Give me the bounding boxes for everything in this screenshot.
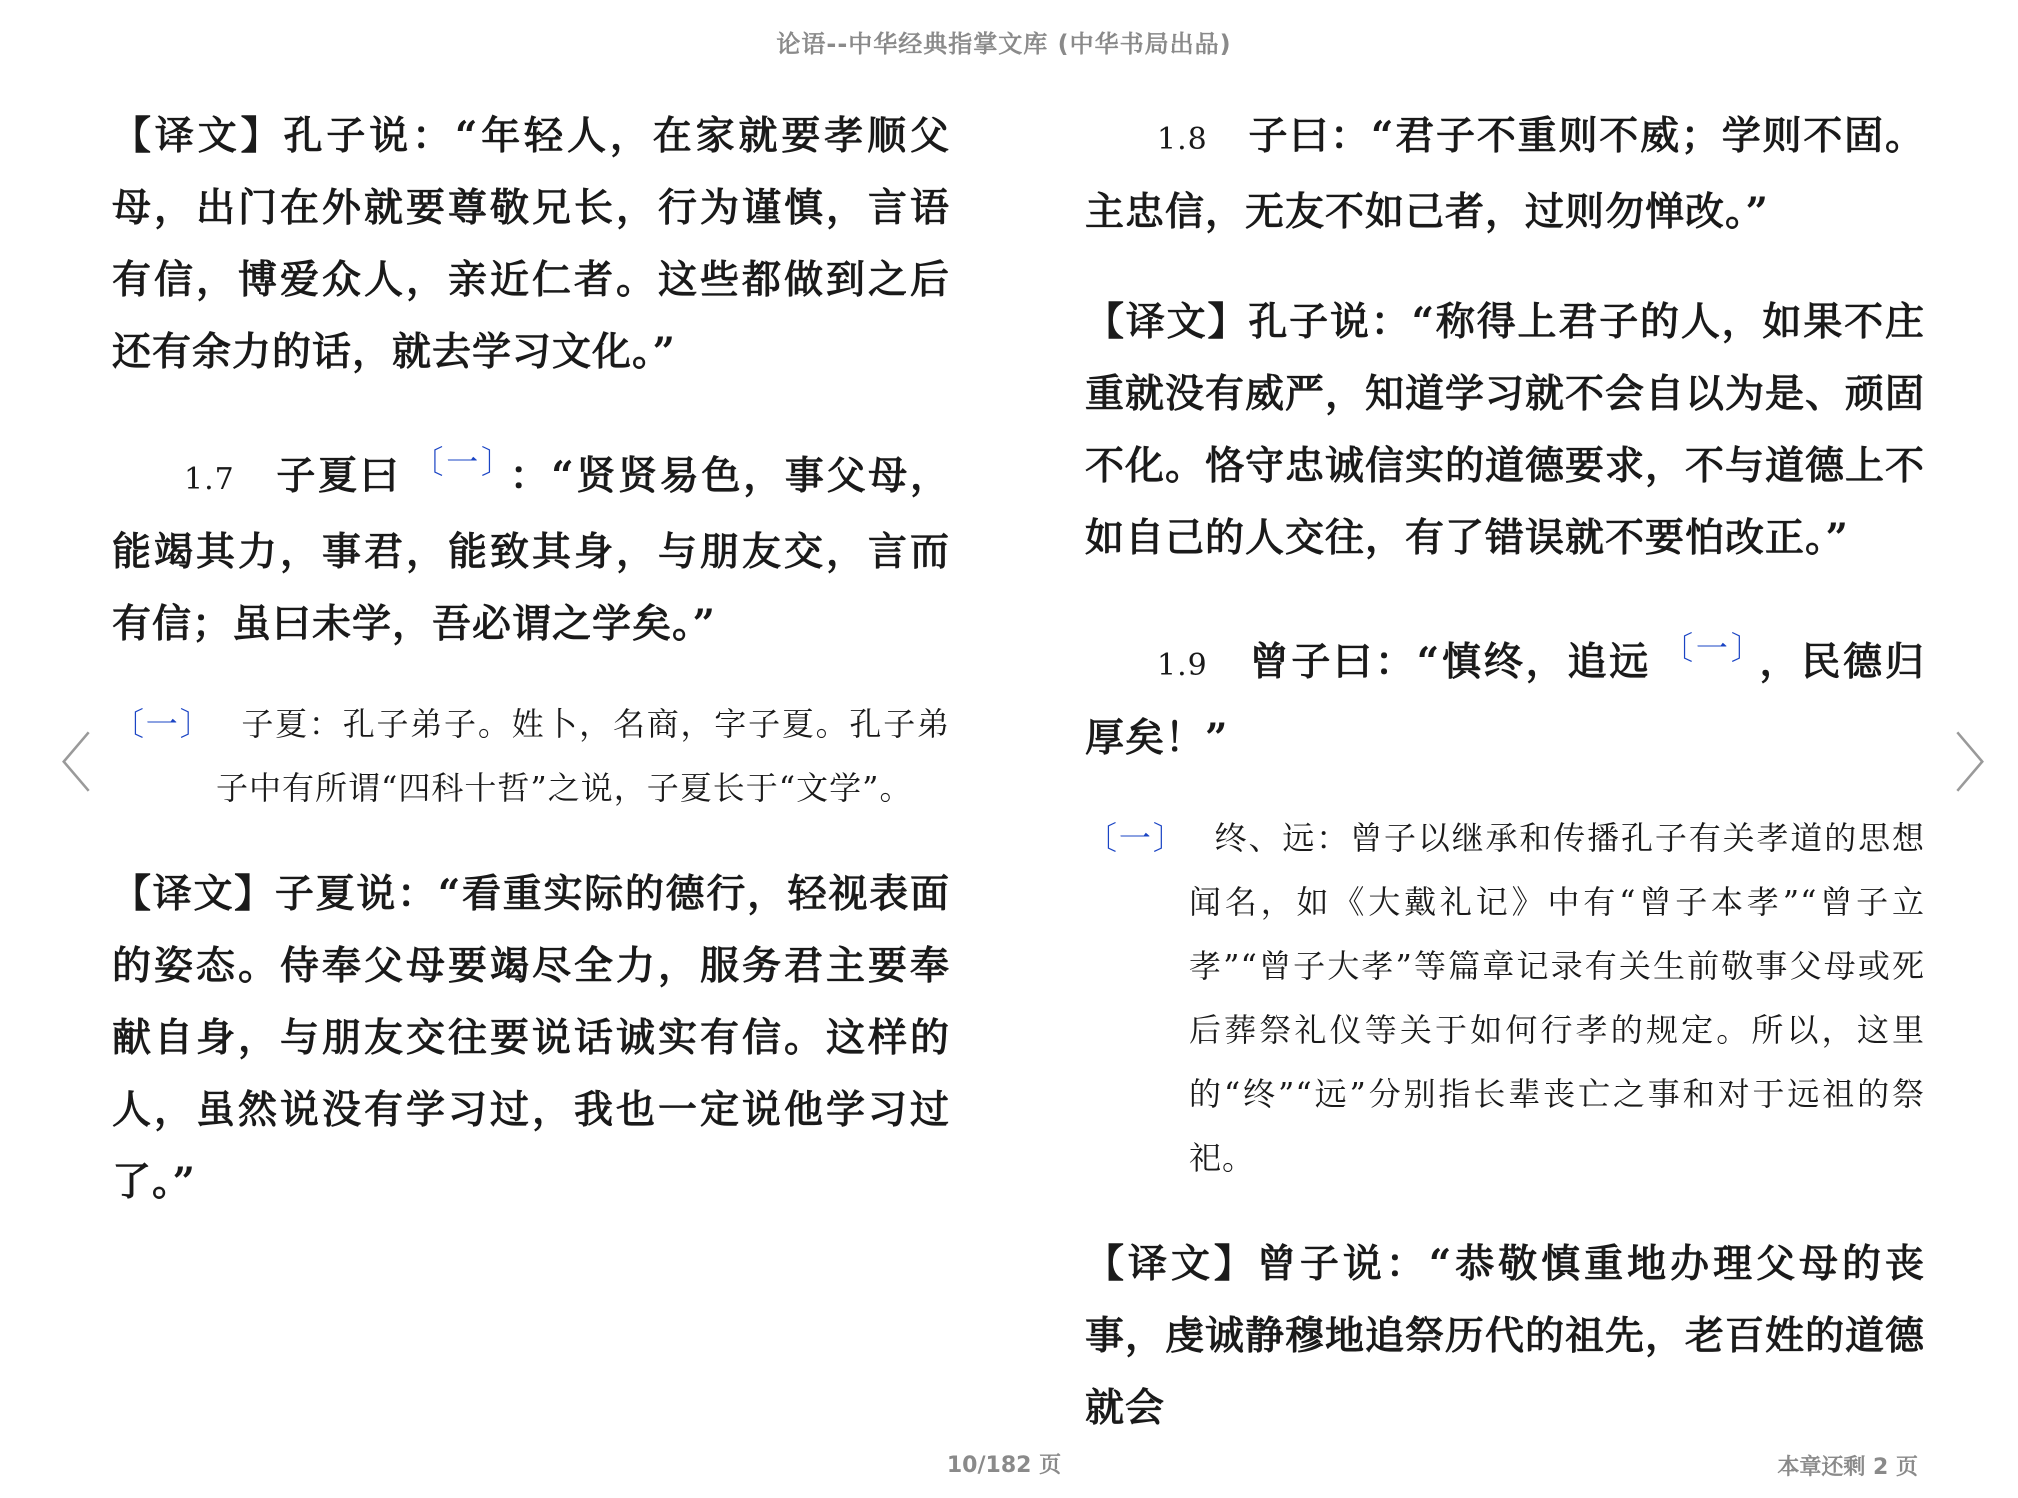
book-title: 论语--中华经典指掌文库 (中华书局出品): [776, 30, 1232, 58]
footnote-marker: 〔一〕: [1085, 819, 1187, 857]
verse-number: 1.9: [1157, 648, 1208, 683]
left-page-column: [112, 100, 950, 1218]
verse-text: 曾子曰：“慎终，追远: [1247, 639, 1652, 685]
verse-text: 子曰：“君子不重则不威；学则不固。主忠信，无友不如己者，过则勿惮改。”: [1085, 113, 1925, 235]
next-page-arrow-icon[interactable]: 〉: [1954, 728, 2018, 802]
footnote[interactable]: [1085, 806, 1925, 1190]
translation-paragraph[interactable]: 【译文】子夏说：“看重实际的德行，轻视表面的姿态。侍奉父母要竭尽全力，服务君主要奉献自身，与朋友交往要说话诚实有信。这样的人，虽然说没有学习过，我也一定说他学习过了。”: [112, 871, 950, 1205]
chapter-pages-remaining: 本章还剩 2 页: [1777, 1455, 1918, 1480]
footnote-marker: 〔一〕: [112, 705, 214, 743]
verse-paragraph[interactable]: [1085, 100, 1925, 248]
page-number: 10/182 页: [946, 1453, 1062, 1478]
footnote-reference-link[interactable]: 〔一〕: [411, 443, 500, 481]
previous-page-arrow-icon[interactable]: 〈: [28, 728, 92, 802]
translation-paragraph[interactable]: 【译文】曾子说：“恭敬慎重地办理父母的丧事，虔诚静穆地追祭历代的祖先，老百姓的道德就会: [1085, 1241, 1926, 1431]
verse-text: ：“贤贤易色，事父母，能竭其力，事君，能致其身，与朋友交，言而有信；虽曰未学，吾必谓之学矣。”: [112, 453, 950, 647]
footnote[interactable]: [112, 692, 950, 820]
verse-number: 1.7: [184, 462, 235, 497]
footnote-text: 子夏：孔子弟子。姓卜，名商，字子夏。孔子弟子中有所谓“四科十哲”之说，子夏长于“文学”。: [216, 705, 950, 807]
translation-paragraph[interactable]: 【译文】孔子说：“称得上君子的人，如果不庄重就没有威严，知道学习就不会自以为是、顽固不化。恪守忠诚信实的道德要求，不与道德上不如自己的人交往，有了错误就不要怕改正。”: [1085, 299, 1926, 561]
right-page-column: [1085, 100, 1925, 1444]
footnote-text: 终、远：曾子以继承和传播孔子有关孝道的思想闻名，如《大戴礼记》中有“曾子本孝”“曾子立孝”“曾子大孝”等篇章记录有关生前敬事父母或死后葬祭礼仪等关于如何行孝的规定。所以，这里的“终”“远”分别指长辈丧亡之事和对于远祖的祭祀。: [1189, 819, 1925, 1177]
verse-text: ，民德归厚矣！”: [1085, 639, 1925, 761]
verse-number: 1.8: [1157, 122, 1208, 157]
footnote-reference-link[interactable]: 〔一〕: [1661, 629, 1750, 667]
verse-text: 子夏曰: [274, 453, 402, 499]
translation-paragraph[interactable]: 【译文】孔子说：“年轻人，在家就要孝顺父母，出门在外就要尊敬兄长，行为谨慎，言语有信，博爱众人，亲近仁者。这些都做到之后还有余力的话，就去学习文化。”: [112, 113, 950, 375]
verse-paragraph[interactable]: [1085, 612, 1925, 774]
verse-paragraph[interactable]: [112, 426, 950, 660]
